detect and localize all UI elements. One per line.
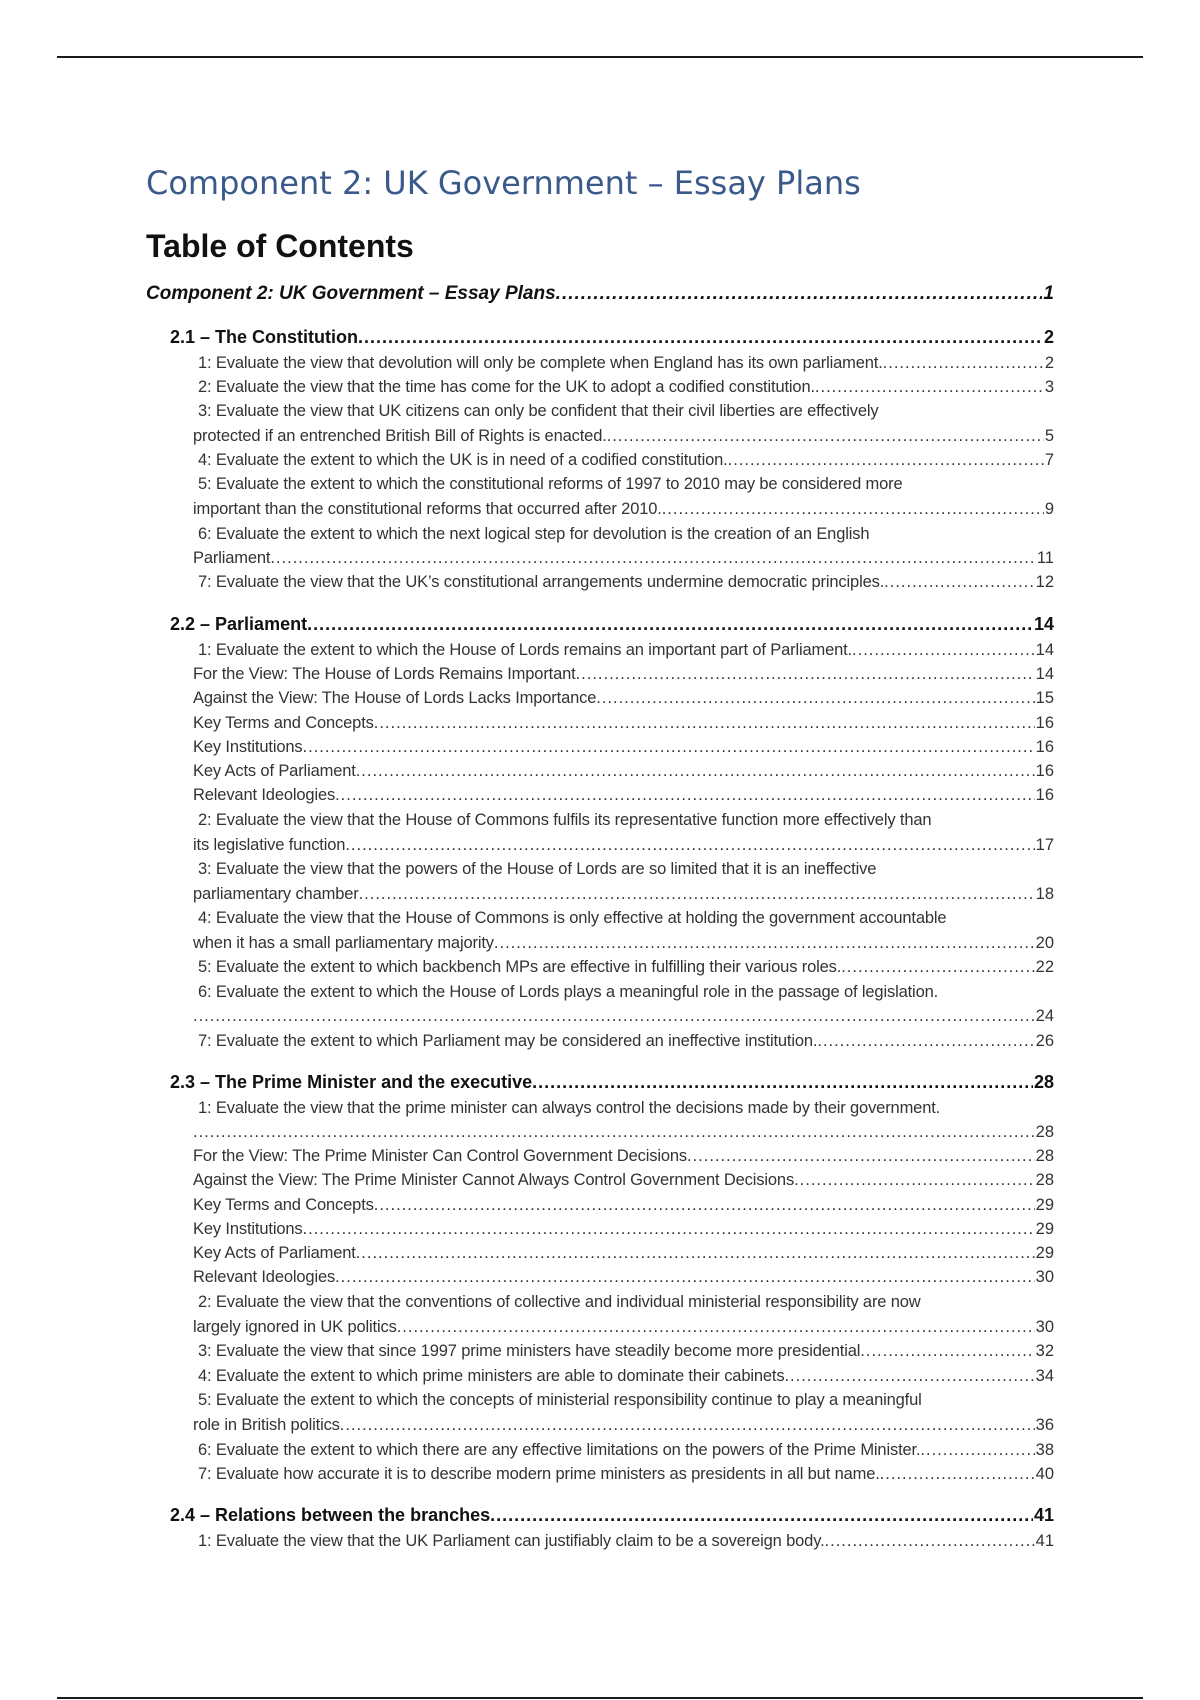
toc-entry-continued[interactable]: parliamentary chamber ..... 18	[193, 880, 1054, 904]
toc-entry[interactable]: 3: Evaluate the view that UK citizens can only be confident that their civil liberties are effectively	[198, 402, 879, 420]
footer-rule	[57, 1697, 1143, 1699]
toc-entry[interactable]: 1: Evaluate the view that devolution will only be complete when England has its own parliament. ..... 2	[198, 349, 1054, 373]
toc-entry-continued[interactable]: important than the constitutional reforms that occurred after 2010. ..... 9	[193, 495, 1054, 519]
toc-entry-continued[interactable]: Parliament ..... 11	[193, 544, 1054, 568]
toc-entry-section-2-2[interactable]: 2.2 – Parliament ..... 14	[170, 611, 1054, 635]
toc-entry[interactable]: 5: Evaluate the extent to which the concepts of ministerial responsibility continue to play a meaningful	[198, 1391, 922, 1409]
toc-entry-document[interactable]: Component 2: UK Government – Essay Plans ..... 1	[146, 281, 1054, 305]
toc-entry[interactable]: 6: Evaluate the extent to which the House of Lords plays a meaningful role in the passage of legislation.	[198, 983, 939, 1001]
toc-entry[interactable]: Against the View: The Prime Minister Cannot Always Control Government Decisions ..... 28	[193, 1166, 1054, 1190]
toc-entry[interactable]: 2: Evaluate the view that the House of Commons fulfils its representative function more effectively than	[198, 811, 932, 829]
toc-entry[interactable]: 2: Evaluate the view that the conventions of collective and individual ministerial responsibility are now	[198, 1293, 921, 1311]
toc-entry[interactable]: 1: Evaluate the view that the prime minister can always control the decisions made by their government.	[198, 1099, 941, 1117]
toc-entry[interactable]: 4: Evaluate the view that the House of Commons is only effective at holding the government accountable	[198, 909, 947, 927]
toc-entry[interactable]: 3: Evaluate the view that the powers of the House of Lords are so limited that it is an ineffective	[198, 860, 877, 878]
toc-entry[interactable]: Key Acts of Parliament ..... 16	[193, 757, 1054, 781]
toc-entry[interactable]: 5: Evaluate the extent to which the constitutional reforms of 1997 to 2010 may be considered more	[198, 475, 903, 493]
toc-entry-continued[interactable]: ..... 24	[193, 1002, 1054, 1026]
toc-entry[interactable]: Key Institutions ..... 29	[193, 1215, 1054, 1239]
toc-entry[interactable]: Key Terms and Concepts ..... 16	[193, 709, 1054, 733]
toc-entry[interactable]: 6: Evaluate the extent to which the next logical step for devolution is the creation of an English	[198, 525, 870, 543]
header-rule	[57, 56, 1143, 58]
toc-entry[interactable]: Against the View: The House of Lords Lacks Importance ..... 15	[193, 684, 1054, 708]
toc-entry-section-2-4[interactable]: 2.4 – Relations between the branches ..... 41	[170, 1502, 1054, 1526]
toc-entry[interactable]: 5: Evaluate the extent to which backbench MPs are effective in fulfilling their various roles. ..... 22	[198, 953, 1054, 977]
document-title: Component 2: UK Government – Essay Plans	[146, 164, 861, 202]
toc-entry[interactable]: 7: Evaluate how accurate it is to describe modern prime ministers as presidents in all but name. ..... 40	[198, 1460, 1054, 1484]
toc-entry[interactable]: 7: Evaluate the view that the UK’s constitutional arrangements undermine democratic principles. ..... 12	[198, 568, 1054, 592]
toc-entry[interactable]: 1: Evaluate the extent to which the House of Lords remains an important part of Parliament. ..... 14	[198, 636, 1054, 660]
toc-entry-continued[interactable]: protected if an entrenched British Bill of Rights is enacted. ..... 5	[193, 422, 1054, 446]
toc-entry-continued[interactable]: ..... 28	[193, 1118, 1054, 1142]
toc-entry[interactable]: Key Institutions ..... 16	[193, 733, 1054, 757]
toc-entry[interactable]: Relevant Ideologies ..... 30	[193, 1263, 1054, 1287]
toc-entry-section-2-3[interactable]: 2.3 – The Prime Minister and the executive ..... 28	[170, 1069, 1054, 1093]
toc-entry[interactable]: Key Acts of Parliament ..... 29	[193, 1239, 1054, 1263]
toc-entry-continued[interactable]: when it has a small parliamentary majority ..... 20	[193, 929, 1054, 953]
toc-entry[interactable]: 2: Evaluate the view that the time has come for the UK to adopt a codified constitution. ..... 3	[198, 373, 1054, 397]
toc-entry-continued[interactable]: role in British politics ..... 36	[193, 1411, 1054, 1435]
toc-entry[interactable]: For the View: The House of Lords Remains Important ..... 14	[193, 660, 1054, 684]
toc-entry[interactable]: For the View: The Prime Minister Can Control Government Decisions ..... 28	[193, 1142, 1054, 1166]
toc-entry[interactable]: 6: Evaluate the extent to which there are any effective limitations on the powers of the Prime Minister. ..... 38	[198, 1436, 1054, 1460]
toc-entry-continued[interactable]: its legislative function ..... 17	[193, 831, 1054, 855]
toc-entry[interactable]: Key Terms and Concepts ..... 29	[193, 1191, 1054, 1215]
toc-entry-continued[interactable]: largely ignored in UK politics ..... 30	[193, 1313, 1054, 1337]
toc-entry[interactable]: Relevant Ideologies ..... 16	[193, 781, 1054, 805]
toc-heading: Table of Contents	[146, 228, 414, 264]
toc-entry[interactable]: 4: Evaluate the extent to which the UK is in need of a codified constitution. ..... 7	[198, 446, 1054, 470]
toc-entry-section-2-1[interactable]: 2.1 – The Constitution ..... 2	[170, 324, 1054, 348]
toc-entry[interactable]: 7: Evaluate the extent to which Parliament may be considered an ineffective institution. ..... 26	[198, 1027, 1054, 1051]
toc-entry[interactable]: 1: Evaluate the view that the UK Parliament can justifiably claim to be a sovereign body. ..... 41	[198, 1527, 1054, 1551]
toc-entry[interactable]: 3: Evaluate the view that since 1997 prime ministers have steadily become more presidential ..... 32	[198, 1337, 1054, 1361]
toc-entry[interactable]: 4: Evaluate the extent to which prime ministers are able to dominate their cabinets ..... 34	[198, 1362, 1054, 1386]
